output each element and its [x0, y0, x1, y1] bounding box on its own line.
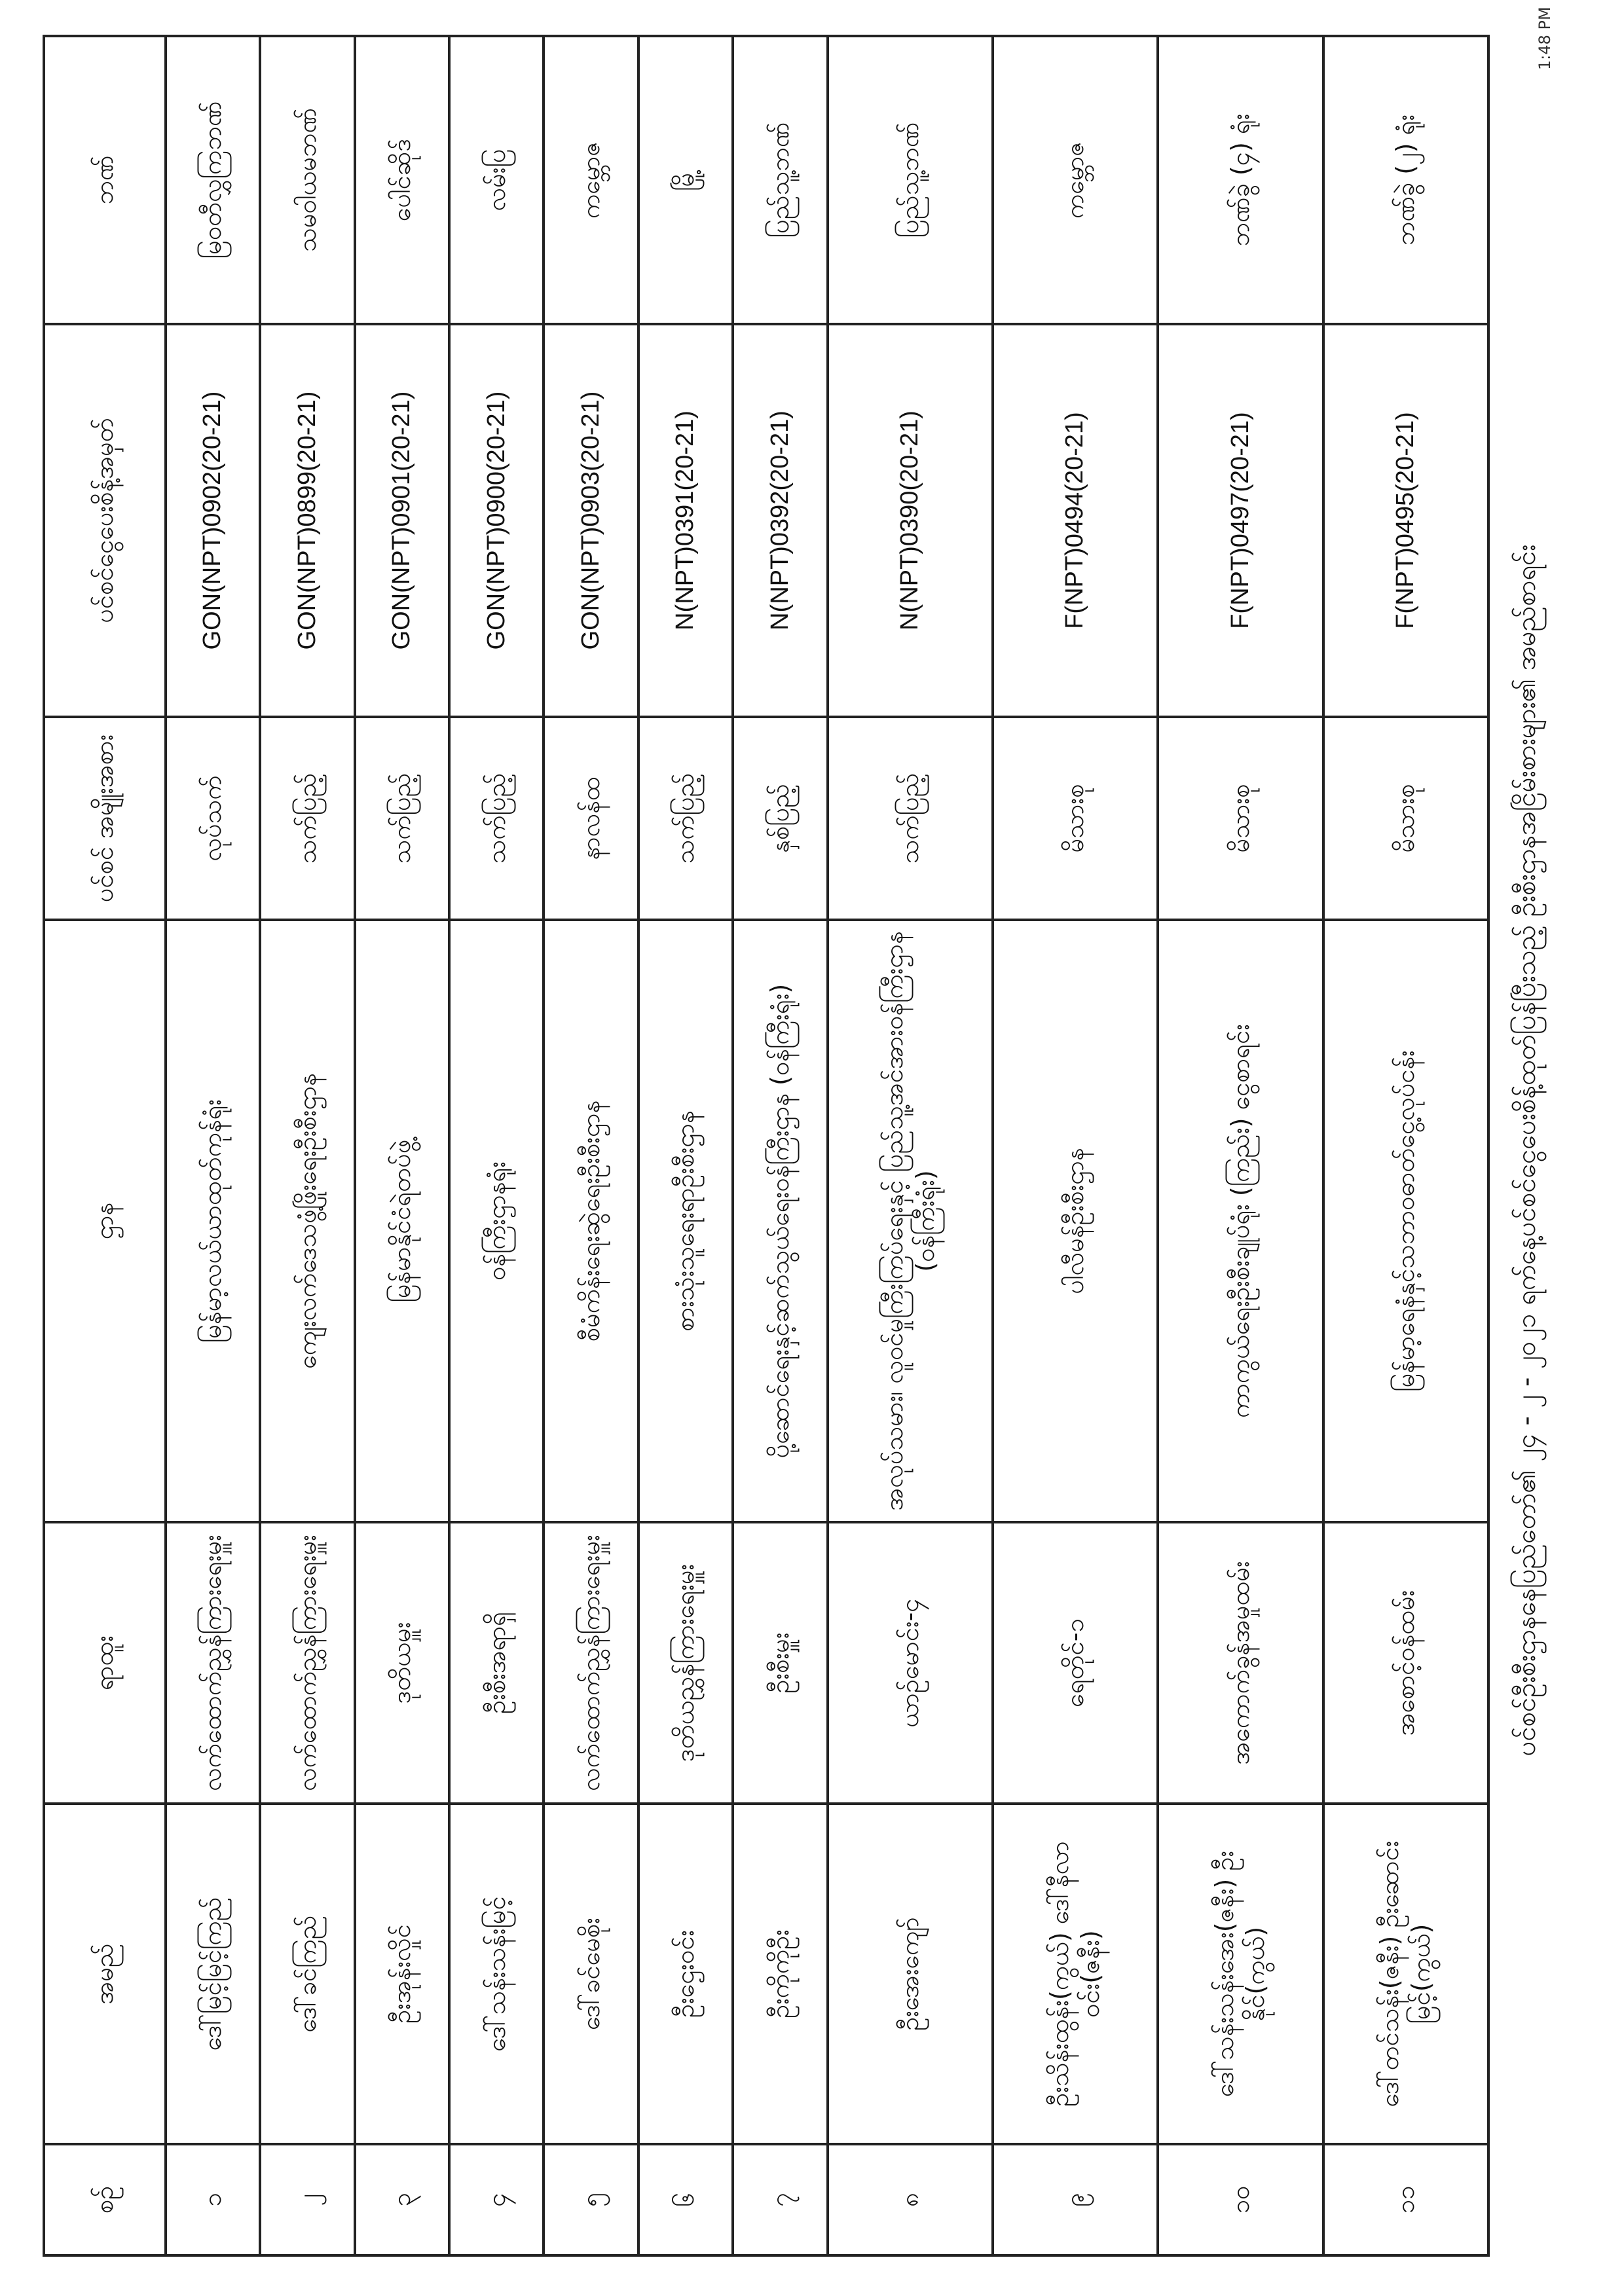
cell-name: ဦးဌေးဝင်း: [638, 1804, 733, 2144]
table-header-row: [44, 36, 166, 2255]
cell-bank: ပြည်သူ့ဘဏ်: [733, 36, 827, 324]
cell-pension-type: လုပ်သက်: [166, 717, 260, 920]
cell-serial: ၉: [993, 2144, 1158, 2255]
cell-pension-order-no: N(NPT)0390(20-21): [828, 324, 993, 717]
cell-rank: လက်ထောက်ညွှန်ကြားရေးမှူး: [260, 1522, 354, 1804]
cell-serial: ၈: [828, 2144, 993, 2255]
cell-rank: ဒုတိယညွှန်ကြားရေးမှူး: [638, 1522, 733, 1804]
cell-rank: အကောက်ခွန်အမှုထမ်း: [1158, 1522, 1323, 1804]
table-row: [733, 36, 827, 2255]
cell-serial: ၁: [166, 2144, 260, 2255]
header-bank: ဘဏ်: [44, 36, 166, 324]
cell-bank: ကမ္ဘောဇ: [544, 36, 638, 324]
cell-department: ကာကွယ်ရေးဦးစီးချုပ်ရုံး (ကြည်း) ငွေစာရင်း: [1158, 920, 1323, 1522]
cell-rank: လက်ထောက်ညွှန်ကြားရေးမှူး: [166, 1522, 260, 1804]
cell-department: မြန်မာ့လယ်ယာထုတ်ကုန်ရုံး: [166, 920, 260, 1522]
table-row: [260, 36, 354, 2255]
header-pension-type: ပင်စင် အမျိုးအစား: [44, 717, 166, 920]
cell-pension-order-no: GON(NPT)0900(20-21): [449, 324, 544, 717]
cell-bank: မြို့: [638, 36, 733, 324]
document-title: ပင်စင်ဦးစီးဌာနနေပြည်တော်၏ ၂၄ - ၂ - ၂၀၂၁ ရက်နေ့ပင်စင်ငွေပေးစိန့်ထုတ်ပြန်ပြီးသည့် ဦးစီးဌာနအငြိမ်းစားများ၏ အမည်စာရင်း: [1511, 544, 1541, 1757]
cell-pension-type: နာလန်ထ: [544, 717, 638, 920]
header-name: အမည်: [44, 1804, 166, 2144]
cell-serial: ၂: [260, 2144, 354, 2255]
table-row: [166, 36, 260, 2255]
cell-serial: ၆: [638, 2144, 733, 2255]
cell-pension-type: နှစ်ပြည့်: [733, 717, 827, 920]
cell-pension-order-no: GON(NPT)0903(20-21): [544, 324, 638, 717]
cell-pension-order-no: F(NPT)0495(20-21): [1323, 324, 1488, 717]
cell-pension-type: သက်ပြည့်: [260, 717, 354, 920]
cell-pension-type: မိသားစု: [993, 717, 1158, 920]
pension-register-table: [43, 35, 1490, 2257]
cell-pension-type: သက်ပြည့်: [638, 717, 733, 920]
cell-serial: ၅: [544, 2144, 638, 2255]
cell-rank: ဒုတိယမှူး: [355, 1522, 449, 1804]
table-row: [355, 36, 449, 2255]
cell-department: ကျေးလက်ဒေသဖွံ့ဖြိုးရေးဦးစီးဌာန: [260, 920, 354, 1522]
cell-bank: လမ်းပြ: [449, 36, 544, 324]
cell-pension-order-no: GON(NPT)0901(20-21): [355, 324, 449, 717]
cell-pension-order-no: F(NPT)0497(20-21): [1158, 324, 1323, 717]
cell-pension-type: မိသားစု: [1323, 717, 1488, 920]
header-rank: ရာထူး: [44, 1522, 166, 1804]
cell-bank: ဘဏ်ခွဲ (၄) ရုံး: [1158, 36, 1323, 324]
cell-bank: ပြည်သူ့ဘဏ်: [828, 36, 993, 324]
table-row: [544, 36, 638, 2255]
cell-bank: ဘဏ်ခွဲ (၂) ရုံး: [1323, 36, 1488, 324]
cell-department: မြန်မာနိုင်ငံရဲတပ်ဖွဲ့: [355, 920, 449, 1522]
cell-pension-order-no: F(NPT)0494(20-21): [993, 324, 1158, 717]
cell-name: ဦးသိန်းထွန်း(ကွယ်) ဒေါ်နီလာဝင်း(ဇနီး): [993, 1804, 1158, 2144]
cell-pension-order-no: GON(NPT)0902(20-21): [166, 324, 260, 717]
table-row: [449, 36, 544, 2255]
cell-rank: လက်ထောက်ညွှန်ကြားရေးမှူး: [544, 1522, 638, 1804]
cell-name: ဦးအုန်းလှိုင်: [355, 1804, 449, 2144]
cell-department: မြန်မာ့ရေနံနှင့်သဘာဝဓာတ်ငွေ့လုပ်ငန်း: [1323, 920, 1488, 1522]
table-row: [1158, 36, 1323, 2255]
table-row: [828, 36, 993, 2255]
table-row: [993, 36, 1158, 2255]
cell-rank: ယာဉ်မောင်း-၄: [828, 1522, 993, 1804]
cell-rank: ရေတိုင်-၁: [993, 1522, 1158, 1804]
cell-pension-order-no: N(NPT)0392(20-21): [733, 324, 827, 717]
cell-pension-type: သက်ပြည့်: [355, 717, 449, 920]
cell-bank: သမဝါယမဘဏ်: [260, 36, 354, 324]
cell-department: ပါလီမန်ဦးစီးဌာန: [993, 920, 1158, 1522]
header-pension-order-no: ပင်စင်ငွေပေးစိန့်အမှတ်: [44, 324, 166, 717]
cell-department: ပို့ဆောင်ရေးနှင့်ဆက်သွယ်ရေးဝန်ကြီးဌာန (ဝန်ကြီးရုံး): [733, 920, 827, 1522]
table-row: [1323, 36, 1488, 2255]
header-department: ဌာန: [44, 920, 166, 1522]
cell-name: ဦးအေးကျော်: [828, 1804, 993, 2144]
header-serial: စဉ်: [44, 2144, 166, 2255]
cell-department: ဝန်ကြီးဌာနရုံး: [449, 920, 544, 1522]
cell-pension-type: သက်ပြည့်: [828, 717, 993, 920]
cell-name: ဒေါ်မြင့်မြင့်ကြည်: [166, 1804, 260, 2144]
cell-pension-type: မိသားစု: [1158, 717, 1323, 920]
cell-serial: ၃: [355, 2144, 449, 2255]
cell-serial: ၇: [733, 2144, 827, 2255]
cell-name: ဒေါ်သန်းသန်းမြင့်: [449, 1804, 544, 2144]
cell-pension-order-no: N(NPT)0391(20-21): [638, 324, 733, 717]
cell-department: အလုပ်သမား၊ လူဝင်မှုကြီးကြပ်ရေးနှင့် ပြည်သူ့အင်အားဝန်ကြီးဌာန (ဝန်ကြီးရုံး): [828, 920, 993, 1522]
cell-bank: ပေါင်ဆိုဒ်: [355, 36, 449, 324]
cell-name: ဦးကိုကိုဦး: [733, 1804, 827, 2144]
cell-bank: ကမ္ဘောဇ: [993, 36, 1158, 324]
cell-department: စားသုံးသူရေးရာဦးစီးဌာန: [638, 920, 733, 1522]
cell-name: ဒေါ်ခင်မေစိုး: [544, 1804, 638, 2144]
cell-serial: ၁၁: [1323, 2144, 1488, 2255]
table-row: [638, 36, 733, 2255]
cell-name: ဒေါ်တင်သန်း(ဇနီး) ဦးဆောင်းမြင့်(ကွယ်): [1323, 1804, 1488, 2144]
cell-bank: မြဝတီလွှကြဘဏ်: [166, 36, 260, 324]
cell-name: ဒေါ်ခင်ကြည်: [260, 1804, 354, 2144]
cell-pension-type: သက်ပြည့်: [449, 717, 544, 920]
cell-serial: ၁၀: [1158, 2144, 1323, 2255]
cell-department: စီမံကိန်းရေးဆွဲရေးဦးစီးဌာန: [544, 920, 638, 1522]
print-timestamp: 1:48 PM: [1536, 7, 1554, 70]
cell-name: ဒေါ်သန်းသန်းအေး(ဇနီး) ဦးနိုင်(ကွယ်): [1158, 1804, 1323, 2144]
cell-rank: ဦးစီးမှူး: [733, 1522, 827, 1804]
cell-pension-order-no: GON(NPT)0899(20-21): [260, 324, 354, 717]
cell-rank: အစောင့်ဝန်ထမ်း: [1323, 1522, 1488, 1804]
cell-serial: ၄: [449, 2144, 544, 2255]
cell-rank: ဦးစီးအရာရှိ: [449, 1522, 544, 1804]
